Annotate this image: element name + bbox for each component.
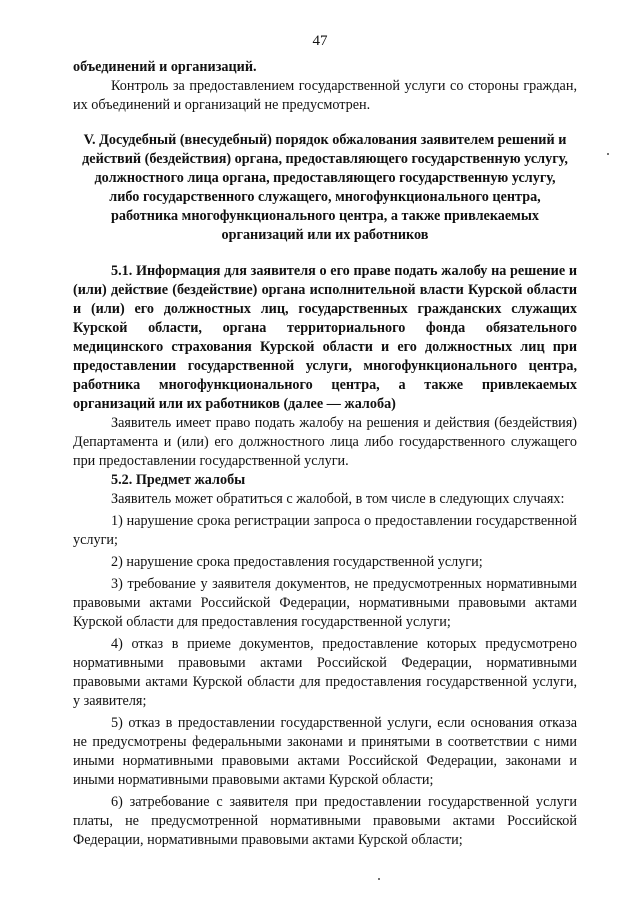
- list-item-1: 1) нарушение срока регистрации запроса о предоставлении государственной услуги;: [73, 513, 577, 548]
- page-number: 47: [312, 33, 328, 49]
- list-item-5: 5) отказ в предоставлении государственной услуги, если основания отказа не предусмотрены федеральными законами и принятыми в соответствии с ними иными нормативными правовыми актами Российской Федерации, законами и иными нормативными правовыми актами Курской области;: [73, 715, 577, 788]
- section-v-title: V. Досудебный (внесудебный) порядок обжалования заявителем решений и действий (бездействия) органа, предоставляющего государственную услугу, должностного лица органа, предоставляющего государственную услугу, либо государственного служащего, многофункционального центра, работника многофункционального центра, а также привлекаемых организаций или их работников: [82, 132, 568, 243]
- control-paragraph: Контроль за предоставлением государственной услуги со стороны граждан, их объединений и организаций не предусмотрен.: [73, 78, 577, 113]
- list-item-3: 3) требование у заявителя документов, не предусмотренных нормативными правовыми актами Российской Федерации, нормативными правовыми актами Курской области для предоставления государственной услуги;: [73, 576, 577, 630]
- subsection-5-2-heading: 5.2. Предмет жалобы: [111, 472, 246, 488]
- page-content: [73, 58, 577, 850]
- scan-speck: [378, 878, 380, 880]
- subsection-5-2-intro: Заявитель может обратиться с жалобой, в том числе в следующих случаях:: [111, 491, 565, 507]
- list-item-4: 4) отказ в приеме документов, предоставление которых предусмотрено нормативными правовыми актами Российской Федерации, нормативными правовыми актами Курской области для предоставления государственной услуги, у заявителя;: [73, 636, 577, 709]
- subsection-5-1-body: Заявитель имеет право подать жалобу на решения и действия (бездействия) Департамента и (или) его должностного лица либо государственного служащего при предоставлении государственной услуги.: [73, 415, 577, 469]
- scan-speck: [607, 153, 609, 155]
- list-item-6: 6) затребование с заявителя при предоставлении государственной услуги платы, не предусмотренной нормативными правовыми актами Российской Федерации, нормативными правовыми актами Курской области;: [73, 794, 577, 848]
- subsection-5-1-heading: 5.1. Информация для заявителя о его праве подать жалобу на решение и (или) действие (бездействие) органа исполнительной власти Курской области и (или) его должностных лиц, государственных гражданских служащих Курской области, органа территориального фонда обязательного медицинского страхования Курской области и его должностных лиц при предоставлении государственной услуги, многофункционального центра, работника многофункционального центра, а также привлекаемых организаций или их работников (далее — жалоба): [73, 263, 577, 412]
- list-item-2: 2) нарушение срока предоставления государственной услуги;: [111, 554, 483, 570]
- continued-heading-fragment: объединений и организаций.: [73, 59, 257, 75]
